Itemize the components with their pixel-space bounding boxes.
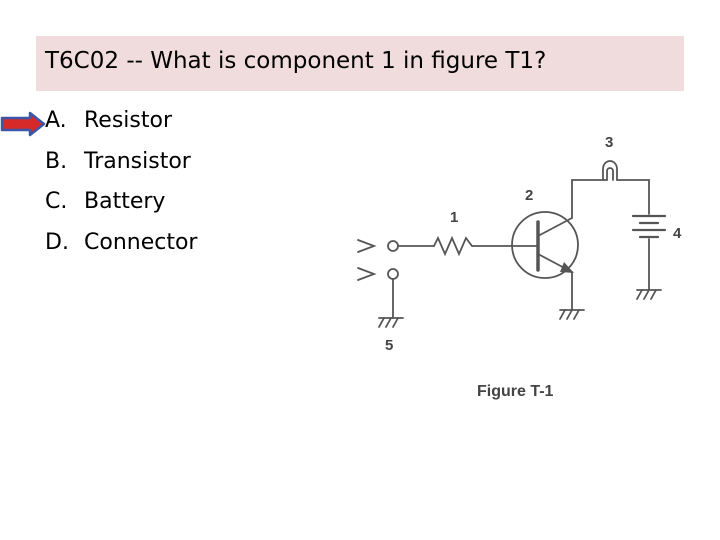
ground-symbol bbox=[560, 310, 584, 319]
connector-symbol bbox=[358, 240, 398, 318]
answer-arrow-icon bbox=[0, 111, 46, 137]
option-letter: D. bbox=[45, 229, 69, 255]
resistor-symbol bbox=[434, 238, 472, 254]
battery-symbol bbox=[633, 216, 665, 237]
lamp-symbol bbox=[603, 161, 617, 180]
component-label-3: 3 bbox=[605, 134, 614, 151]
component-label-4: 4 bbox=[673, 225, 682, 242]
circuit-figure bbox=[340, 125, 700, 415]
question-title: T6C02 -- What is component 1 in figure T1? bbox=[45, 48, 547, 74]
option-text: Transistor bbox=[84, 148, 191, 174]
component-label-5: 5 bbox=[385, 337, 394, 354]
option-letter: B. bbox=[45, 148, 68, 174]
component-label-2: 2 bbox=[525, 187, 534, 204]
option-letter: C. bbox=[45, 189, 68, 214]
figure-caption: Figure T-1 bbox=[477, 383, 554, 400]
ground-symbol bbox=[637, 290, 661, 299]
option-letter: A. bbox=[45, 108, 67, 133]
option-text: Battery bbox=[84, 189, 166, 214]
ground-symbol bbox=[379, 318, 403, 327]
component-label-1: 1 bbox=[450, 209, 459, 226]
question-title-box bbox=[36, 36, 684, 91]
option-text: Resistor bbox=[84, 108, 172, 133]
transistor-symbol bbox=[512, 180, 578, 310]
option-text: Connector bbox=[84, 229, 198, 255]
